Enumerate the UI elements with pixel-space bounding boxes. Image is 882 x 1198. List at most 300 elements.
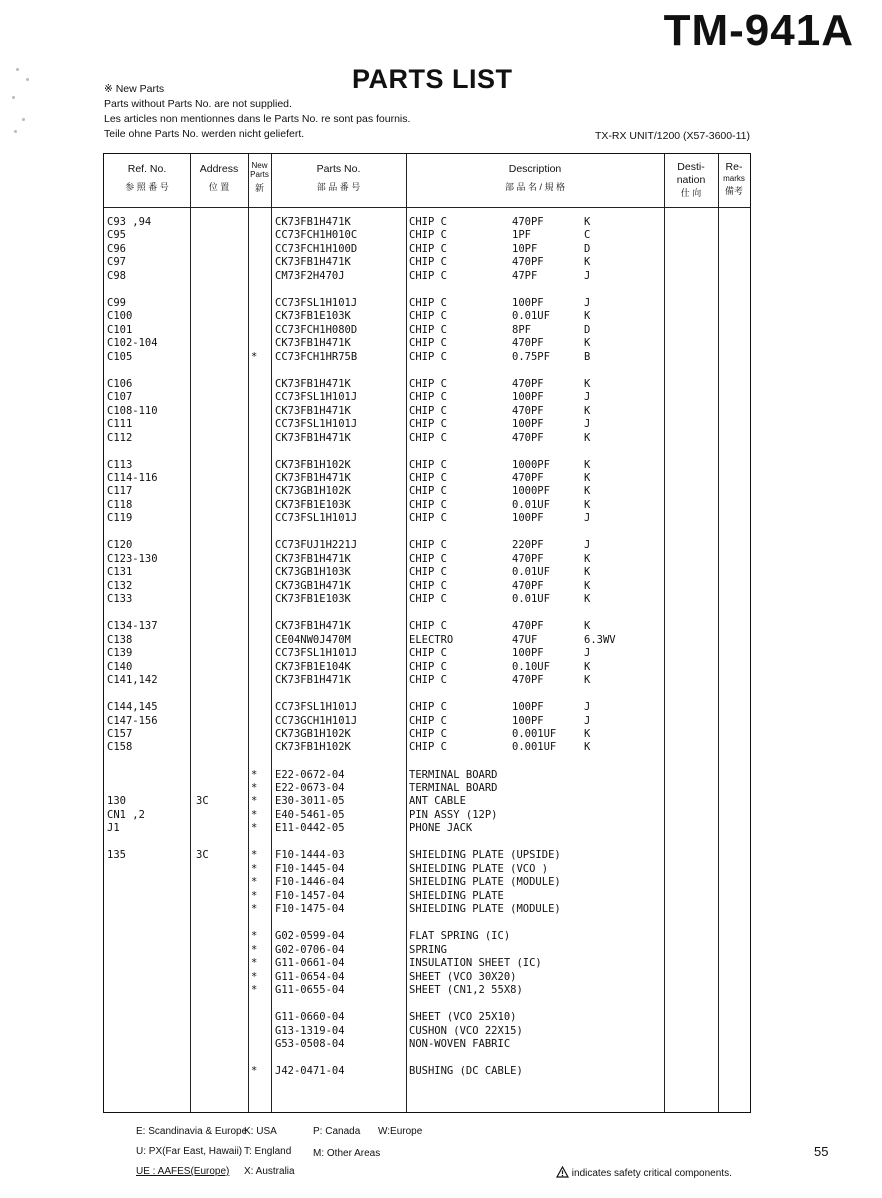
cell-desc: CHIP C bbox=[409, 256, 447, 269]
cell-new: * bbox=[251, 876, 258, 889]
cell-part: G11-0661-04 bbox=[275, 957, 345, 970]
cell-desc: CHIP C bbox=[409, 539, 447, 552]
cell-ref: 135 bbox=[107, 849, 126, 862]
cell-part: CK73FB1H471K bbox=[275, 404, 351, 417]
cell-val: 0.01UF bbox=[512, 310, 550, 323]
table-row bbox=[104, 741, 750, 754]
cell-part: F10-1445-04 bbox=[275, 862, 345, 875]
cell-desc: CHIP C bbox=[409, 485, 447, 498]
cell-ref: C99 bbox=[107, 296, 126, 309]
cell-part: CC73GCH1H101J bbox=[275, 714, 358, 727]
cell-tol: K bbox=[584, 404, 591, 417]
cell-part: CK73GB1H102K bbox=[275, 485, 351, 498]
cell-part: CC73FCH1H080D bbox=[275, 323, 358, 336]
cell-desc: ELECTRO bbox=[409, 633, 454, 646]
cell-desc: TERMINAL BOARD bbox=[409, 768, 498, 781]
cell-part: CK73FB1H471K bbox=[275, 377, 351, 390]
cell-ref: C97 bbox=[107, 256, 126, 269]
table-row bbox=[104, 620, 750, 633]
cell-part: CK73FB1E103K bbox=[275, 498, 351, 511]
cell-part: CK73FB1H471K bbox=[275, 337, 351, 350]
table-row bbox=[104, 971, 750, 984]
table-row bbox=[104, 1065, 750, 1078]
cell-part: E22-0672-04 bbox=[275, 768, 345, 781]
table-row bbox=[104, 809, 750, 822]
cell-part: F10-1457-04 bbox=[275, 889, 345, 902]
cell-val: 220PF bbox=[512, 539, 544, 552]
table-row bbox=[104, 647, 750, 660]
cell-ref: C111 bbox=[107, 418, 133, 430]
cell-desc: PIN ASSY (12P) bbox=[409, 808, 498, 821]
cell-tol: K bbox=[584, 431, 591, 444]
cell-part: CE04NW0J470M bbox=[275, 633, 351, 646]
table-row bbox=[104, 472, 750, 485]
cell-part: J42-0471-04 bbox=[275, 1065, 345, 1077]
cell-ref: C147-156 bbox=[107, 714, 158, 727]
cell-desc: CHIP C bbox=[409, 512, 447, 525]
cell-tol: K bbox=[584, 741, 591, 754]
cell-addr: 3C bbox=[196, 849, 209, 862]
cell-desc: CHIP C bbox=[409, 418, 447, 430]
cell-desc: SHEET (VCO 30X20) bbox=[409, 970, 517, 983]
cell-desc: BUSHING (DC CABLE) bbox=[409, 1065, 523, 1077]
cell-ref: C157 bbox=[107, 728, 133, 740]
cell-part: CC73FUJ1H221J bbox=[275, 539, 358, 552]
cell-part: CK73FB1E103K bbox=[275, 310, 351, 323]
cell-part: CK73FB1H471K bbox=[275, 674, 351, 686]
safety-note-text: indicates safety critical components. bbox=[571, 1168, 732, 1179]
cell-ref: C93 ,94 bbox=[107, 216, 152, 228]
cell-tol: K bbox=[584, 566, 591, 579]
cell-new: * bbox=[251, 1065, 258, 1077]
legend-item: E: Scandinavia & Europe bbox=[136, 1126, 248, 1137]
cell-ref: C123-130 bbox=[107, 552, 158, 565]
cell-tol: K bbox=[584, 485, 591, 498]
cell-desc: CHIP C bbox=[409, 337, 447, 350]
legend-item: UE : AAFES(Europe) bbox=[136, 1166, 230, 1177]
cell-desc: SHIELDING PLATE (VCO ) bbox=[409, 862, 549, 875]
cell-val: 470PF bbox=[512, 404, 544, 417]
table-row bbox=[104, 930, 750, 943]
cell-ref: C114-116 bbox=[107, 472, 158, 484]
cell-addr: 3C bbox=[196, 795, 209, 808]
header-new-parts: New Parts 新 bbox=[250, 161, 269, 193]
cell-part: CK73GB1H471K bbox=[275, 579, 351, 592]
cell-desc: CHIP C bbox=[409, 377, 447, 390]
cell-new: * bbox=[251, 862, 258, 875]
cell-part: CC73FSL1H101J bbox=[275, 391, 358, 404]
cell-val: 100PF bbox=[512, 714, 544, 727]
cell-desc: CHIP C bbox=[409, 620, 447, 633]
cell-desc: CHIP C bbox=[409, 242, 447, 255]
table-row bbox=[104, 863, 750, 876]
cell-part: CK73FB1E103K bbox=[275, 593, 351, 606]
cell-new: * bbox=[251, 930, 258, 943]
table-row bbox=[104, 822, 750, 835]
cell-part: CK73FB1H471K bbox=[275, 256, 351, 269]
cell-part: CK73FB1H471K bbox=[275, 472, 351, 484]
safety-note bbox=[556, 1166, 732, 1179]
table-row bbox=[104, 418, 750, 431]
cell-part: G11-0655-04 bbox=[275, 984, 345, 996]
cell-part: F10-1446-04 bbox=[275, 876, 345, 889]
cell-ref: C95 bbox=[107, 229, 126, 242]
cell-desc: NON-WOVEN FABRIC bbox=[409, 1038, 511, 1050]
table-row bbox=[104, 256, 750, 269]
cell-tol: 6.3WV bbox=[584, 633, 616, 646]
cell-val: 0.01UF bbox=[512, 566, 550, 579]
cell-part: G02-0706-04 bbox=[275, 943, 345, 956]
cell-new: * bbox=[251, 889, 258, 902]
cell-part: CC73FCH1H100D bbox=[275, 242, 358, 255]
table-row bbox=[104, 674, 750, 687]
cell-part: CK73FB1H102K bbox=[275, 741, 351, 754]
cell-val: 100PF bbox=[512, 391, 544, 404]
unit-label: TX-RX UNIT/1200 (X57-3600-11) bbox=[594, 130, 750, 142]
cell-part: CM73F2H470J bbox=[275, 269, 345, 282]
cell-tol: K bbox=[584, 216, 591, 228]
cell-val: 1000PF bbox=[512, 458, 550, 471]
cell-part: CK73FB1H471K bbox=[275, 431, 351, 444]
table-row bbox=[104, 459, 750, 472]
table-row bbox=[104, 944, 750, 957]
cell-val: 47UF bbox=[512, 633, 538, 646]
cell-val: 470PF bbox=[512, 431, 544, 444]
table-row bbox=[104, 795, 750, 808]
cell-part: G11-0654-04 bbox=[275, 970, 345, 983]
table-row bbox=[104, 216, 750, 229]
page-title: PARTS LIST bbox=[352, 64, 513, 94]
table-row bbox=[104, 634, 750, 647]
cell-val: 1PF bbox=[512, 229, 531, 242]
cell-val: 100PF bbox=[512, 418, 544, 430]
cell-tol: B bbox=[584, 350, 591, 363]
cell-ref: 130 bbox=[107, 795, 126, 808]
cell-val: 0.001UF bbox=[512, 741, 557, 754]
cell-desc: CHIP C bbox=[409, 229, 447, 242]
cell-part: G53-0508-04 bbox=[275, 1038, 345, 1050]
cell-desc: CHIP C bbox=[409, 566, 447, 579]
cell-part: CC73FCH1HR75B bbox=[275, 350, 358, 363]
cell-new: * bbox=[251, 781, 258, 794]
cell-tol: J bbox=[584, 269, 591, 282]
table-row bbox=[104, 351, 750, 364]
cell-desc: CHIP C bbox=[409, 296, 447, 309]
cell-ref: C100 bbox=[107, 310, 133, 323]
cell-ref: C132 bbox=[107, 579, 133, 592]
table-row bbox=[104, 957, 750, 970]
cell-val: 100PF bbox=[512, 701, 544, 714]
model-number: TM-941A bbox=[663, 6, 854, 55]
cell-part: CK73FB1E104K bbox=[275, 660, 351, 673]
cell-tol: C bbox=[584, 229, 591, 242]
cell-desc: CHIP C bbox=[409, 579, 447, 592]
cell-val: 100PF bbox=[512, 296, 544, 309]
cell-desc: CHIP C bbox=[409, 391, 447, 404]
cell-tol: K bbox=[584, 593, 591, 606]
cell-desc: SPRING bbox=[409, 943, 447, 956]
cell-desc: CHIP C bbox=[409, 498, 447, 511]
table-row bbox=[104, 728, 750, 741]
cell-desc: CHIP C bbox=[409, 458, 447, 471]
cell-part: CC73FSL1H101J bbox=[275, 701, 358, 714]
cell-desc: CHIP C bbox=[409, 714, 447, 727]
cell-ref: C113 bbox=[107, 458, 133, 471]
cell-ref: C131 bbox=[107, 566, 133, 579]
cell-tol: J bbox=[584, 539, 591, 552]
cell-tol: J bbox=[584, 512, 591, 525]
cell-tol: J bbox=[584, 391, 591, 404]
header-destination: Desti- nation 仕 向 bbox=[676, 161, 706, 198]
cell-tol: K bbox=[584, 337, 591, 350]
legend-item: K: USA bbox=[244, 1126, 277, 1137]
cell-val: 470PF bbox=[512, 674, 544, 686]
table-row bbox=[104, 243, 750, 256]
cell-val: 470PF bbox=[512, 552, 544, 565]
cell-ref: C144,145 bbox=[107, 701, 158, 714]
table-row bbox=[104, 297, 750, 310]
cell-val: 470PF bbox=[512, 337, 544, 350]
table-row bbox=[104, 337, 750, 350]
cell-ref: C107 bbox=[107, 391, 133, 404]
cell-part: CK73GB1H102K bbox=[275, 728, 351, 740]
cell-val: 1000PF bbox=[512, 485, 550, 498]
cell-ref: C141,142 bbox=[107, 674, 158, 686]
table-row bbox=[104, 229, 750, 242]
cell-val: 470PF bbox=[512, 620, 544, 633]
cell-desc: CHIP C bbox=[409, 323, 447, 336]
cell-part: G02-0599-04 bbox=[275, 930, 345, 943]
note-french: Les articles non mentionnes dans le Parts No. re sont pas fournis. bbox=[104, 113, 411, 125]
cell-part: CC73FCH1H010C bbox=[275, 229, 358, 242]
table-row bbox=[104, 782, 750, 795]
cell-tol: K bbox=[584, 620, 591, 633]
cell-val: 8PF bbox=[512, 323, 531, 336]
cell-desc: TERMINAL BOARD bbox=[409, 781, 498, 794]
legend-item: X: Australia bbox=[244, 1166, 295, 1177]
table-row bbox=[104, 391, 750, 404]
cell-val: 470PF bbox=[512, 377, 544, 390]
table-row bbox=[104, 593, 750, 606]
note-german: Teile ohne Parts No. werden nicht geliefert. bbox=[104, 128, 305, 140]
table-row bbox=[104, 270, 750, 283]
table-row bbox=[104, 715, 750, 728]
cell-part: CK73FB1H471K bbox=[275, 552, 351, 565]
cell-ref: CN1 ,2 bbox=[107, 808, 145, 821]
cell-tol: K bbox=[584, 310, 591, 323]
cell-new: * bbox=[251, 903, 258, 916]
cell-desc: INSULATION SHEET (IC) bbox=[409, 957, 542, 970]
cell-part: CC73FSL1H101J bbox=[275, 647, 358, 660]
cell-val: 470PF bbox=[512, 256, 544, 269]
cell-tol: K bbox=[584, 660, 591, 673]
cell-ref: C112 bbox=[107, 431, 133, 444]
cell-part: G13-1319-04 bbox=[275, 1024, 345, 1037]
cell-new: * bbox=[251, 795, 258, 808]
cell-tol: K bbox=[584, 472, 591, 484]
header-parts-no: Parts No. 部 品 番 号 bbox=[316, 163, 361, 192]
cell-part: CC73FSL1H101J bbox=[275, 296, 358, 309]
table-row bbox=[104, 539, 750, 552]
cell-desc: CHIP C bbox=[409, 674, 447, 686]
cell-ref: C158 bbox=[107, 741, 133, 754]
table-row bbox=[104, 405, 750, 418]
cell-tol: K bbox=[584, 458, 591, 471]
cell-tol: K bbox=[584, 552, 591, 565]
table-row bbox=[104, 580, 750, 593]
cell-ref: C108-110 bbox=[107, 404, 158, 417]
cell-desc: SHIELDING PLATE (MODULE) bbox=[409, 876, 561, 889]
cell-part: E40-5461-05 bbox=[275, 808, 345, 821]
cell-desc: SHIELDING PLATE (UPSIDE) bbox=[409, 849, 561, 862]
cell-desc: CHIP C bbox=[409, 728, 447, 740]
cell-val: 10PF bbox=[512, 242, 538, 255]
cell-new: * bbox=[251, 957, 258, 970]
cell-ref: C96 bbox=[107, 242, 126, 255]
table-row bbox=[104, 1011, 750, 1024]
cell-part: E22-0673-04 bbox=[275, 781, 345, 794]
cell-new: * bbox=[251, 970, 258, 983]
cell-ref: C119 bbox=[107, 512, 133, 525]
cell-part: E11-0442-05 bbox=[275, 822, 345, 835]
cell-desc: CUSHON (VCO 22X15) bbox=[409, 1024, 523, 1037]
header-address: Address 位 置 bbox=[199, 163, 239, 192]
cell-tol: D bbox=[584, 323, 591, 336]
cell-desc: SHIELDING PLATE bbox=[409, 889, 504, 902]
cell-ref: C117 bbox=[107, 485, 133, 498]
table-row bbox=[104, 769, 750, 782]
cell-part: G11-0660-04 bbox=[275, 1011, 345, 1024]
table-row bbox=[104, 499, 750, 512]
cell-new: * bbox=[251, 849, 258, 862]
cell-ref: C120 bbox=[107, 539, 133, 552]
cell-new: * bbox=[251, 350, 258, 363]
cell-part: F10-1475-04 bbox=[275, 903, 345, 916]
header-remarks: Re- marks 備考 bbox=[723, 161, 745, 196]
cell-desc: CHIP C bbox=[409, 593, 447, 606]
cell-tol: D bbox=[584, 242, 591, 255]
cell-desc: PHONE JACK bbox=[409, 822, 473, 835]
warning-icon bbox=[556, 1166, 569, 1178]
cell-part: CC73FSL1H101J bbox=[275, 418, 358, 430]
cell-new: * bbox=[251, 808, 258, 821]
cell-desc: CHIP C bbox=[409, 647, 447, 660]
parts-table bbox=[103, 153, 751, 1113]
table-row bbox=[104, 701, 750, 714]
cell-ref: J1 bbox=[107, 822, 120, 835]
cell-desc: SHEET (CN1,2 55X8) bbox=[409, 984, 523, 996]
cell-ref: C138 bbox=[107, 633, 133, 646]
notes bbox=[104, 82, 410, 142]
cell-tol: K bbox=[584, 579, 591, 592]
cell-ref: C102-104 bbox=[107, 337, 158, 350]
cell-part: CK73FB1H471K bbox=[275, 216, 351, 228]
cell-ref: C133 bbox=[107, 593, 133, 606]
page-number: 55 bbox=[814, 1144, 829, 1159]
cell-tol: J bbox=[584, 418, 591, 430]
cell-desc: CHIP C bbox=[409, 660, 447, 673]
cell-ref: C106 bbox=[107, 377, 133, 390]
cell-tol: J bbox=[584, 701, 591, 714]
cell-val: 470PF bbox=[512, 472, 544, 484]
legend-item: M: Other Areas bbox=[313, 1148, 381, 1159]
cell-val: 0.01UF bbox=[512, 593, 550, 606]
table-row bbox=[104, 378, 750, 391]
cell-tol: K bbox=[584, 377, 591, 390]
cell-part: CK73GB1H103K bbox=[275, 566, 351, 579]
cell-val: 47PF bbox=[512, 269, 538, 282]
cell-desc: SHEET (VCO 25X10) bbox=[409, 1011, 517, 1024]
table-row bbox=[104, 566, 750, 579]
cell-ref: C105 bbox=[107, 350, 133, 363]
table-row bbox=[104, 553, 750, 566]
cell-part: CK73FB1H471K bbox=[275, 620, 351, 633]
cell-val: 100PF bbox=[512, 647, 544, 660]
cell-desc: CHIP C bbox=[409, 269, 447, 282]
cell-desc: CHIP C bbox=[409, 431, 447, 444]
cell-part: CC73FSL1H101J bbox=[275, 512, 358, 525]
table-row bbox=[104, 324, 750, 337]
table-row bbox=[104, 903, 750, 916]
cell-val: 0.001UF bbox=[512, 728, 557, 740]
table-row bbox=[104, 432, 750, 445]
cell-tol: J bbox=[584, 296, 591, 309]
cell-desc: CHIP C bbox=[409, 310, 447, 323]
cell-ref: C139 bbox=[107, 647, 133, 660]
cell-tol: K bbox=[584, 674, 591, 686]
cell-desc: CHIP C bbox=[409, 216, 447, 228]
cell-ref: C118 bbox=[107, 498, 133, 511]
table-row bbox=[104, 1038, 750, 1051]
cell-desc: CHIP C bbox=[409, 701, 447, 714]
table-row bbox=[104, 485, 750, 498]
header-ref: Ref. No. 参 照 番 号 bbox=[125, 163, 169, 192]
cell-new: * bbox=[251, 768, 258, 781]
cell-desc: ANT CABLE bbox=[409, 795, 466, 808]
cell-val: 470PF bbox=[512, 216, 544, 228]
cell-ref: C98 bbox=[107, 269, 126, 282]
cell-tol: K bbox=[584, 728, 591, 740]
cell-val: 470PF bbox=[512, 579, 544, 592]
cell-desc: CHIP C bbox=[409, 552, 447, 565]
cell-tol: K bbox=[584, 256, 591, 269]
table-row bbox=[104, 984, 750, 997]
table-row bbox=[104, 1025, 750, 1038]
cell-val: 100PF bbox=[512, 512, 544, 525]
cell-val: 0.10UF bbox=[512, 660, 550, 673]
table-row bbox=[104, 512, 750, 525]
legend-item: T: England bbox=[244, 1146, 292, 1157]
note-english: Parts without Parts No. are not supplied. bbox=[104, 98, 292, 110]
cell-desc: FLAT SPRING (IC) bbox=[409, 930, 511, 943]
header-description: Description 部 品 名 / 規 格 bbox=[504, 163, 565, 192]
cell-val: 0.01UF bbox=[512, 498, 550, 511]
cell-ref: C101 bbox=[107, 323, 133, 336]
cell-desc: CHIP C bbox=[409, 741, 447, 754]
legend-item: U: PX(Far East, Hawaii) bbox=[136, 1146, 243, 1157]
cell-val: 0.75PF bbox=[512, 350, 550, 363]
table-row bbox=[104, 876, 750, 889]
cell-part: F10-1444-03 bbox=[275, 849, 345, 862]
table-row bbox=[104, 849, 750, 862]
cell-ref: C134-137 bbox=[107, 620, 158, 633]
cell-tol: J bbox=[584, 647, 591, 660]
table-row bbox=[104, 310, 750, 323]
note-new-parts: ※ New Parts bbox=[104, 83, 165, 95]
cell-part: E30-3011-05 bbox=[275, 795, 345, 808]
table-row bbox=[104, 890, 750, 903]
cell-new: * bbox=[251, 984, 258, 996]
